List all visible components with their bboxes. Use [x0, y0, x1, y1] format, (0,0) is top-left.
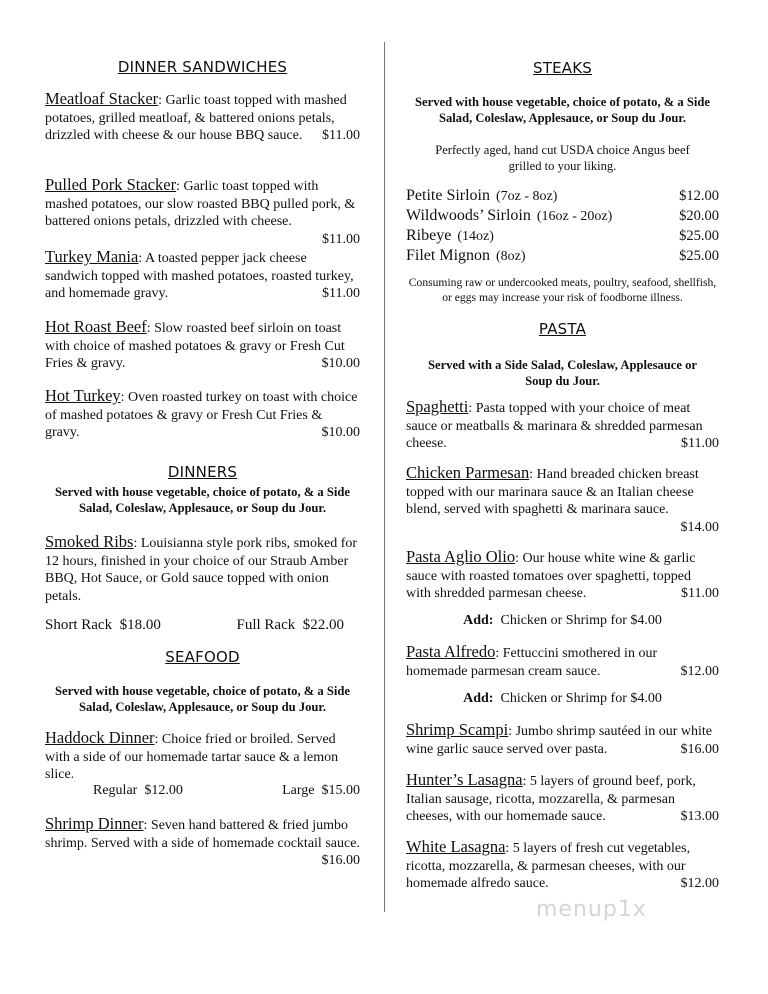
item-desc: : A toasted pepper jack cheese sandwich topped with mashed potatoes, roasted turkey, and homemade gravy.: [45, 251, 354, 301]
item-desc: : Seven hand battered & fried jumbo shrimp. Served with a side of homemade cocktail sauce.: [45, 818, 360, 851]
item-name: Turkey Mania: [45, 247, 139, 266]
item-name: Meatloaf Stacker: [45, 89, 159, 108]
steak-name: Filet Mignon: [406, 247, 491, 264]
steak-filet-mignon: [406, 246, 719, 267]
section-title-pasta: PASTA: [538, 320, 587, 338]
steak-price: $25.00: [679, 228, 719, 244]
item-desc: : Fettuccini smothered in our homemade parmesan cream sauce.: [406, 646, 658, 679]
menu-item-turkey-mania: [45, 248, 360, 303]
menu-item-chicken-parmesan: [406, 464, 719, 536]
item-desc: : Hand breaded chicken breast topped with our marinara sauce & an Italian cheese blend, served with spaghetti & marinara sauce.: [406, 467, 699, 517]
large-size: [282, 782, 360, 800]
menu-item-meatloaf-stacker: [45, 90, 360, 145]
menu-item-haddock-dinner: [45, 729, 360, 784]
item-price: $10.00: [321, 425, 360, 440]
item-desc: : 5 layers of fresh cut vegetables, ricotta, mozzarella, & parmesan cheeses, with our homemade alfredo sauce.: [406, 841, 691, 891]
add-label: Add:: [463, 691, 494, 706]
menu-item-spaghetti: [406, 398, 719, 453]
steak-price: $12.00: [679, 188, 719, 204]
steak-size: (7oz - 8oz): [496, 189, 558, 204]
item-name: Haddock Dinner: [45, 728, 155, 747]
steak-size: (8oz): [496, 249, 526, 264]
regular-price: $12.00: [144, 783, 183, 798]
item-desc: : Choice fried or broiled. Served with a side of our homemade tartar sauce & a lemon slice.: [45, 732, 339, 782]
large-label: Large: [282, 783, 315, 798]
item-name: White Lasagna: [406, 837, 506, 856]
ribs-price-row: [45, 616, 360, 634]
haddock-price-row: [45, 782, 360, 800]
item-name: Pasta Aglio Olio: [406, 547, 516, 566]
item-name: Shrimp Scampi: [406, 720, 509, 739]
menu-item-shrimp-scampi: [406, 721, 719, 758]
item-price: $12.00: [680, 663, 719, 679]
steak-price: $25.00: [679, 248, 719, 264]
item-price: $12.00: [680, 876, 719, 891]
section-title-dinners: DINNERS: [167, 463, 238, 481]
item-price: $11.00: [322, 128, 360, 143]
item-price: $10.00: [321, 356, 360, 371]
section-title-steaks: STEAKS: [533, 59, 592, 77]
steak-size: (16oz - 20oz): [536, 209, 613, 224]
item-desc: : Louisianna style pork ribs, smoked for 12 hours, finished in your choice of our Straub Amber BBQ, Hot Sauce, or Gold sauce topped with onion petals.: [45, 536, 358, 604]
item-price: $14.00: [680, 519, 719, 535]
item-name: Pulled Pork Stacker: [45, 175, 177, 194]
menu-item-hot-turkey: [45, 387, 360, 442]
dinners-note: Served with house vegetable, choice of potato, & a Side Salad, Coleslaw, Applesauce, or Soup du Jour.: [55, 485, 350, 515]
item-name: Chicken Parmesan: [406, 463, 530, 482]
item-name: Hot Turkey: [45, 386, 121, 405]
item-desc: : Slow roasted beef sirloin on toast with choice of mashed potatoes & gravy or Fresh Cut Fries & gravy.: [45, 321, 345, 371]
add-text: Chicken or Shrimp for $4.00: [500, 613, 662, 628]
item-desc: : Garlic toast topped with mashed potatoes, our slow roasted BBQ pulled pork, & battered onions petals, drizzled with cheese.: [45, 179, 356, 229]
regular-label: Regular: [93, 783, 138, 798]
menu-item-hot-roast-beef: [45, 318, 360, 373]
steak-wildwoods-sirloin: [406, 206, 719, 227]
item-desc: : Oven roasted turkey on toast with choice of mashed potatoes & gravy or Fresh Cut Fries & gravy.: [45, 390, 358, 440]
item-price: $16.00: [680, 741, 719, 757]
menu-item-pasta-aglio-olio: [406, 548, 719, 603]
item-name: Hot Roast Beef: [45, 317, 147, 336]
item-desc: : Jumbo shrimp sautéed in our white wine garlic sauce served over pasta.: [406, 724, 712, 757]
item-name: Hunter’s Lasagna: [406, 770, 523, 789]
steak-ribeye: [406, 226, 719, 247]
menu-item-smoked-ribs: [45, 533, 360, 605]
item-name: Smoked Ribs: [45, 532, 134, 551]
steak-name: Wildwoods’ Sirloin: [406, 207, 531, 224]
menu-item-pulled-pork-stacker: [45, 176, 360, 248]
steaks-note: Served with house vegetable, choice of potato, & a Side Salad, Coleslaw, Applesauce, or Soup du Jour.: [415, 95, 710, 125]
item-desc: : Pasta topped with your choice of meat sauce or meatballs & marinara & shredded parmesan cheese.: [406, 401, 703, 451]
seafood-note: Served with house vegetable, choice of potato, & a Side Salad, Coleslaw, Applesauce, or Soup du Jour.: [55, 684, 350, 714]
item-desc: : 5 layers of ground beef, pork, Italian sausage, ricotta, mozzarella, & parmesan cheeses, with our homemade sauce.: [406, 774, 696, 824]
item-price: $11.00: [681, 436, 719, 451]
item-price: $16.00: [321, 853, 360, 868]
steak-petite-sirloin: [406, 186, 719, 207]
short-rack: [45, 616, 161, 634]
menu-item-pasta-alfredo: [406, 643, 719, 680]
steak-name: Petite Sirloin: [406, 187, 490, 204]
item-name: Pasta Alfredo: [406, 642, 496, 661]
add-protein-note-1: [406, 612, 719, 630]
steak-size: (14oz): [457, 229, 494, 244]
pasta-note: Served with a Side Salad, Coleslaw, Applesauce or Soup du Jour.: [427, 358, 698, 388]
item-desc: : Our house white wine & garlic sauce with roasted tomatoes over spaghetti, topped with shredded parmesan cheese.: [406, 551, 696, 601]
item-name: Shrimp Dinner: [45, 814, 144, 833]
steaks-intro: Perfectly aged, hand cut USDA choice Angus beef grilled to your liking.: [435, 143, 690, 173]
full-rack-label: Full Rack: [236, 617, 296, 633]
steak-price: $20.00: [679, 208, 719, 224]
add-label: Add:: [463, 613, 494, 628]
menu-item-hunters-lasagna: [406, 771, 719, 826]
menupix-watermark: menup1x: [536, 897, 647, 922]
full-rack: [237, 616, 345, 634]
menu-item-white-lasagna: [406, 838, 719, 893]
menu-item-shrimp-dinner: [45, 815, 360, 870]
short-rack-label: Short Rack: [45, 617, 113, 633]
foodborne-warning: Consuming raw or undercooked meats, poultry, seafood, shellfish, or eggs may increase your risk of foodborne illness.: [408, 276, 717, 304]
add-text: Chicken or Shrimp for $4.00: [500, 691, 662, 706]
item-desc: : Garlic toast topped with mashed potatoes, grilled meatloaf, & battered onions petals, drizzled with cheese & our house BBQ sauce.: [45, 93, 347, 143]
column-divider: [384, 42, 385, 912]
item-price: $11.00: [322, 231, 360, 247]
add-protein-note-2: [406, 690, 719, 708]
section-title-dinner-sandwiches: DINNER SANDWICHES: [117, 58, 288, 76]
steak-name: Ribeye: [406, 227, 452, 244]
item-price: $11.00: [681, 586, 719, 601]
section-title-seafood: SEAFOOD: [165, 648, 240, 666]
item-price: $11.00: [322, 286, 360, 301]
item-price: $13.00: [680, 809, 719, 824]
item-name: Spaghetti: [406, 397, 469, 416]
full-rack-price: $22.00: [302, 617, 344, 633]
regular-size: [93, 782, 183, 800]
short-rack-price: $18.00: [119, 617, 161, 633]
large-price: $15.00: [321, 783, 360, 798]
